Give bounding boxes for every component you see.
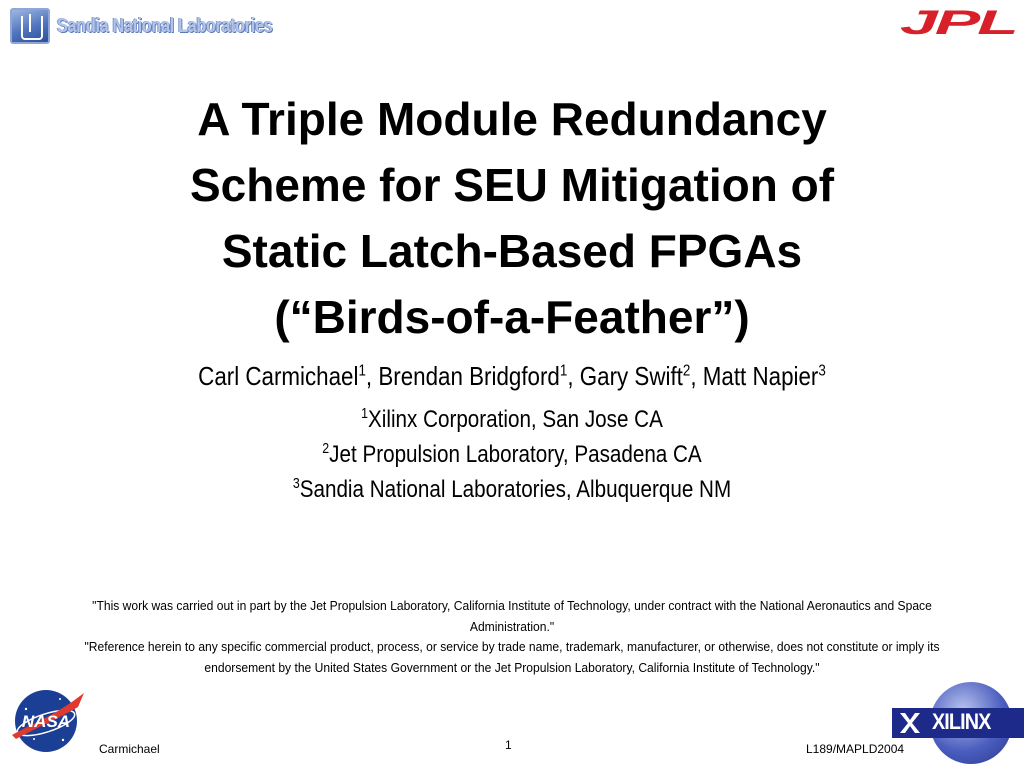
author-name: Gary Swift <box>579 361 683 391</box>
title-line: Scheme for SEU Mitigation of <box>189 159 835 211</box>
footer-author: Carmichael <box>99 742 160 756</box>
title-line: A Triple Module Redundancy <box>197 93 827 145</box>
affiliation-item <box>72 437 953 472</box>
affiliation-marker: 2 <box>322 441 330 457</box>
jpl-logo: JPL <box>900 3 1016 42</box>
affiliation-text: Xilinx Corporation, San Jose CA <box>368 406 663 433</box>
sandia-logo-icon <box>10 8 50 44</box>
affiliation-list <box>0 402 1024 507</box>
slide-title <box>60 86 964 350</box>
author-separator: , <box>567 361 580 391</box>
author-name: Carl Carmichael <box>198 361 359 391</box>
author-affiliation-marker: 1 <box>559 362 568 380</box>
xilinx-logo <box>892 682 1024 768</box>
xilinx-logo-text: XILINX <box>932 709 991 734</box>
sandia-logo-text: Sandia National Laboratories <box>57 15 273 37</box>
author-affiliation-marker: 2 <box>682 362 691 380</box>
author-name: Matt Napier <box>702 361 819 391</box>
affiliation-item <box>72 402 953 437</box>
footer-reference: L189/MAPLD2004 <box>806 742 905 756</box>
author-name: Brendan Bridgford <box>378 361 560 391</box>
affiliation-marker: 3 <box>292 476 300 492</box>
nasa-logo-icon <box>8 685 86 755</box>
disclaimer <box>38 596 986 678</box>
affiliation-text: Sandia National Laboratories, Albuquerque NM <box>299 476 732 503</box>
affiliation-text: Jet Propulsion Laboratory, Pasadena CA <box>329 441 702 468</box>
xilinx-x-icon <box>898 711 922 735</box>
affiliation-marker: 1 <box>361 406 369 422</box>
title-line: Static Latch-Based FPGAs <box>221 225 803 277</box>
disclaimer-paragraph: "Reference herein to any specific commercial product, process, or service by trade name, trademark, manufacturer, or otherwise, does not constitute or imply its endorsement by the United States Government or the Jet Propulsion Laboratory, California Institute of Technology." <box>84 639 940 675</box>
nasa-logo-text: NASA <box>21 712 71 731</box>
author-separator: , <box>690 361 703 391</box>
author-affiliation-marker: 3 <box>818 362 826 380</box>
author-separator: , <box>365 361 379 391</box>
author-list <box>0 356 1024 396</box>
author-affiliation-marker: 1 <box>358 362 366 380</box>
disclaimer-paragraph: "This work was carried out in part by the Jet Propulsion Laboratory, California Institute of Technology, under contract with the National Aeronautics and Space Administration." <box>92 598 932 634</box>
page-number: 1 <box>505 738 512 752</box>
title-line: (“Birds-of-a-Feather”) <box>274 291 750 343</box>
affiliation-item <box>72 472 953 507</box>
